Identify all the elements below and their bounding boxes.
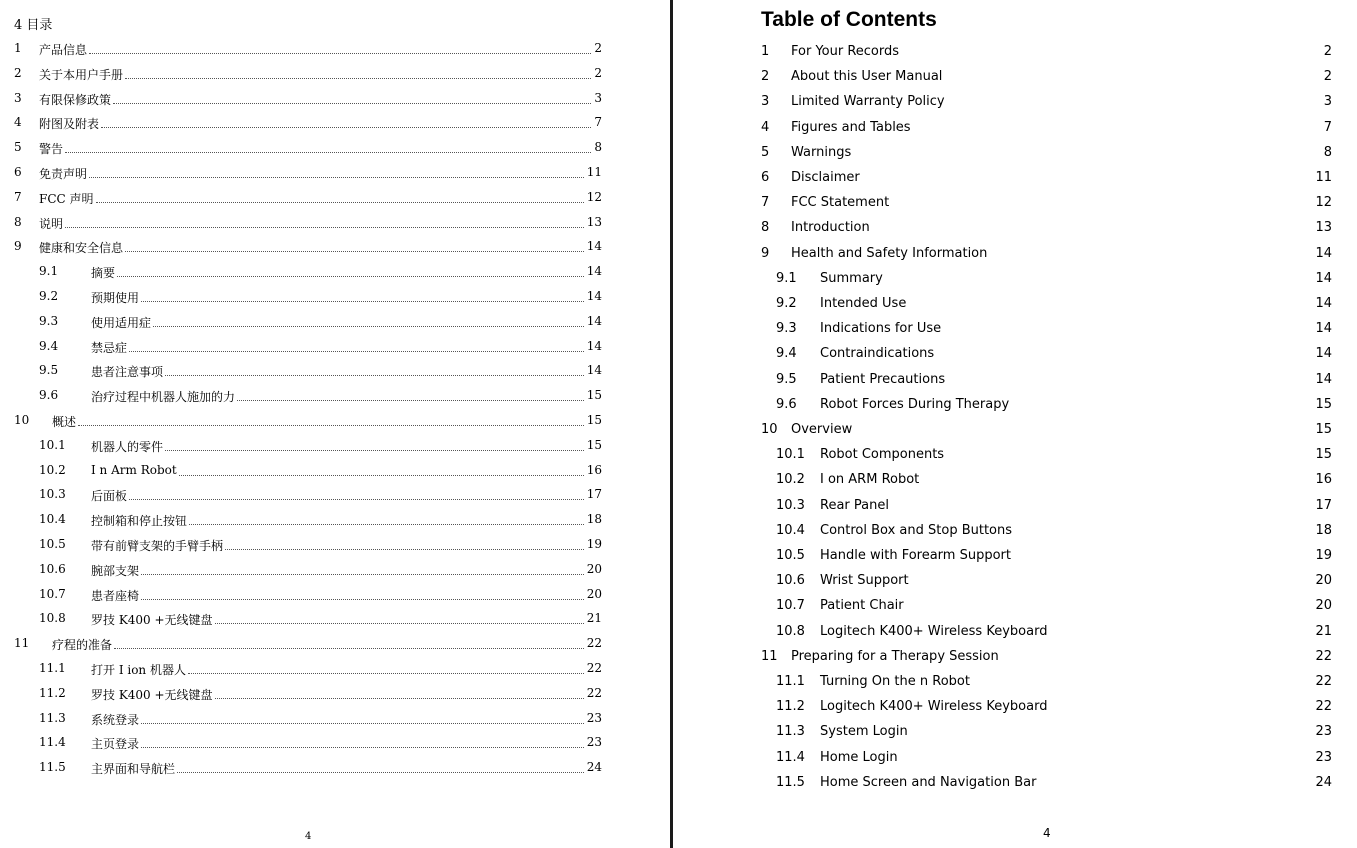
toc-entry-number: 9.3 xyxy=(776,321,797,337)
toc-entry-number: 9.5 xyxy=(776,371,797,387)
toc-entry-page: 7 xyxy=(1323,119,1332,135)
toc-entry[interactable] xyxy=(0,314,610,334)
toc-entry[interactable] xyxy=(674,195,1357,217)
toc-entry-page: 21 xyxy=(586,611,602,626)
toc-entry-number: 11.5 xyxy=(39,760,66,775)
toc-entry[interactable] xyxy=(0,711,610,731)
toc-entry-title: Logitech K400+ Wireless Keyboard xyxy=(820,623,1048,639)
toc-entry-title: Turning On the n Robot xyxy=(820,674,970,689)
toc-entry-number: 7 xyxy=(761,195,770,211)
toc-entry-title: About this User Manual xyxy=(791,69,943,85)
toc-heading: 4 目录 xyxy=(14,18,53,33)
toc-entry-title: Rear Panel xyxy=(820,497,889,513)
dot-leader xyxy=(117,264,584,277)
toc-entry-number: 10.8 xyxy=(39,611,66,626)
toc-entry-title: Contraindications xyxy=(820,346,935,362)
toc-entry[interactable] xyxy=(0,190,610,210)
toc-entry-page: 19 xyxy=(586,537,602,551)
toc-entry[interactable] xyxy=(674,246,1357,268)
toc-entry[interactable] xyxy=(674,598,1357,620)
toc-entry[interactable] xyxy=(674,447,1357,469)
dot-leader xyxy=(141,562,584,575)
toc-entry-title: Control Box and Stop Buttons xyxy=(820,522,1013,538)
toc-entry-page: 16 xyxy=(1315,472,1332,488)
toc-entry-title: I on ARM Robot xyxy=(820,472,920,488)
toc-entry-title: 患者座椅 xyxy=(91,588,140,603)
toc-entry[interactable] xyxy=(0,239,610,259)
dot-leader xyxy=(101,115,591,128)
toc-entry-title: 带有前臂支架的手臂手柄 xyxy=(91,539,224,553)
dot-leader xyxy=(96,190,584,203)
dot-leader xyxy=(165,363,584,376)
toc-entry[interactable] xyxy=(674,145,1357,167)
toc-entry-page: 12 xyxy=(586,189,602,204)
toc-entry-page: 21 xyxy=(1315,623,1332,639)
toc-entry[interactable] xyxy=(674,69,1357,91)
toc-entry-number: 10.6 xyxy=(776,573,805,589)
toc-entry[interactable] xyxy=(0,388,610,408)
toc-entry[interactable] xyxy=(674,523,1357,545)
toc-entry-number: 7 xyxy=(14,189,22,204)
toc-entry[interactable] xyxy=(0,587,610,607)
toc-entry-page: 22 xyxy=(1315,648,1332,664)
toc-entry-number: 11.2 xyxy=(776,699,805,715)
dot-leader xyxy=(89,165,584,178)
toc-entry-page: 14 xyxy=(586,363,602,378)
toc-entry-number: 9.5 xyxy=(39,363,59,378)
toc-entry-page: 2 xyxy=(1323,44,1332,59)
dot-leader xyxy=(237,388,584,401)
dot-leader xyxy=(129,339,584,352)
dot-leader xyxy=(65,215,584,228)
toc-entry-page: 18 xyxy=(586,512,602,527)
toc-entry-number: 11.3 xyxy=(776,724,805,740)
toc-entry-number: 1 xyxy=(761,44,770,59)
page-divider xyxy=(670,0,673,848)
toc-entry[interactable] xyxy=(674,498,1357,520)
toc-entry-page: 8 xyxy=(594,140,602,155)
toc-entry-title: Overview xyxy=(791,422,853,437)
toc-entry-number: 9.4 xyxy=(39,338,59,353)
toc-entry-number: 10 xyxy=(14,413,30,427)
toc-entry[interactable] xyxy=(0,686,610,706)
toc-entry-page: 17 xyxy=(1315,497,1332,513)
toc-entry[interactable] xyxy=(674,397,1357,419)
toc-entry-title: 关于本用户手册 xyxy=(39,67,124,82)
toc-entry-title: Limited Warranty Policy xyxy=(791,94,945,110)
toc-entry-number: 9.2 xyxy=(39,289,59,303)
toc-entry-title: Patient Precautions xyxy=(820,371,946,387)
toc-entry-number: 9 xyxy=(14,239,22,254)
toc-entry-page: 23 xyxy=(586,735,602,750)
toc-entry-page: 15 xyxy=(1315,422,1332,437)
toc-entry-page: 14 xyxy=(586,338,602,353)
toc-entry-page: 22 xyxy=(1315,674,1332,689)
toc-entry-number: 2 xyxy=(14,65,22,80)
toc-entry-number: 6 xyxy=(14,165,22,179)
toc-entry-page: 15 xyxy=(586,413,602,427)
dot-leader xyxy=(141,587,584,600)
toc-heading: Table of Contents xyxy=(761,8,937,31)
toc-entry-page: 22 xyxy=(586,685,602,700)
page-number: 4 xyxy=(1043,826,1051,840)
toc-entry[interactable] xyxy=(0,760,610,780)
toc-entry-page: 23 xyxy=(586,710,602,725)
toc-entry[interactable] xyxy=(0,140,610,160)
toc-entry-title: 产品信息 xyxy=(39,43,88,57)
dot-leader xyxy=(189,512,584,525)
toc-entry-number: 11 xyxy=(14,636,30,651)
toc-entry-page: 2 xyxy=(594,41,602,55)
toc-entry[interactable] xyxy=(674,94,1357,116)
dot-leader xyxy=(114,636,584,649)
toc-entry-title: 说明 xyxy=(39,216,64,231)
toc-entry[interactable] xyxy=(674,44,1357,66)
toc-entry[interactable] xyxy=(674,296,1357,318)
toc-entry-page: 14 xyxy=(586,289,602,303)
toc-entry-number: 9.4 xyxy=(776,346,797,362)
toc-entry-title: 治疗过程中机器人施加的力 xyxy=(91,390,236,405)
dot-leader xyxy=(89,41,591,54)
toc-entry-page: 23 xyxy=(1315,749,1332,765)
toc-entry-title: Figures and Tables xyxy=(791,119,911,135)
toc-entry-title: 主页登录 xyxy=(91,737,140,752)
toc-entry[interactable] xyxy=(674,649,1357,671)
toc-entry-number: 3 xyxy=(761,94,770,110)
toc-entry-page: 20 xyxy=(1315,573,1332,589)
page-number: 4 xyxy=(305,831,312,842)
toc-entry-page: 20 xyxy=(586,561,602,576)
toc-entry-page: 7 xyxy=(594,115,602,130)
toc-entry[interactable] xyxy=(674,775,1357,797)
toc-entry-number: 11.1 xyxy=(39,661,66,675)
toc-entry-title: Summary xyxy=(820,270,883,286)
toc-entry[interactable] xyxy=(0,438,610,458)
toc-entry-number: 9.1 xyxy=(39,264,59,279)
toc-entry-title: 禁忌症 xyxy=(91,340,128,355)
toc-entry-title: Warnings xyxy=(791,144,852,160)
toc-entry-page: 14 xyxy=(1315,371,1332,387)
toc-entry[interactable] xyxy=(0,611,610,631)
toc-entry-page: 20 xyxy=(1315,598,1332,614)
toc-entry-title: 疗程的准备 xyxy=(52,638,113,653)
toc-entry[interactable] xyxy=(0,363,610,383)
toc-entry-page: 12 xyxy=(1315,195,1332,211)
dot-leader xyxy=(188,661,584,674)
toc-entry[interactable] xyxy=(0,41,610,61)
toc-entry-number: 10.4 xyxy=(776,522,805,538)
toc-entry-number: 10.4 xyxy=(39,512,66,527)
toc-entry-page: 2 xyxy=(1323,69,1332,85)
toc-entry-number: 10.1 xyxy=(39,437,66,452)
toc-entry-page: 13 xyxy=(586,214,602,229)
toc-entry-number: 10.5 xyxy=(776,548,805,563)
toc-entry-title: 罗技 K400 +无线键盘 xyxy=(91,613,213,628)
toc-entry-page: 8 xyxy=(1323,144,1332,160)
toc-entry[interactable] xyxy=(0,264,610,284)
toc-entry[interactable] xyxy=(674,674,1357,696)
toc-entry[interactable] xyxy=(674,422,1357,444)
toc-entry-page: 2 xyxy=(594,65,602,80)
toc-entry-number: 4 xyxy=(761,119,770,135)
toc-entry[interactable] xyxy=(674,346,1357,368)
toc-entry[interactable] xyxy=(0,537,610,557)
toc-entry-title: 打开 I ion 机器人 xyxy=(91,663,186,677)
dot-leader xyxy=(125,66,591,79)
toc-entry-page: 24 xyxy=(1315,774,1332,790)
toc-entry-title: Robot Forces During Therapy xyxy=(820,396,1010,412)
toc-entry-page: 14 xyxy=(586,264,602,279)
toc-entry-title: Preparing for a Therapy Session xyxy=(791,648,999,664)
toc-entry[interactable] xyxy=(0,66,610,86)
toc-entry-page: 15 xyxy=(586,388,602,403)
toc-entry-page: 16 xyxy=(586,462,602,477)
toc-entry-number: 11.3 xyxy=(39,710,66,725)
toc-entry-page: 22 xyxy=(586,661,602,675)
toc-entry-title: Handle with Forearm Support xyxy=(820,548,1011,563)
toc-entry[interactable] xyxy=(0,91,610,111)
dot-leader xyxy=(141,711,584,724)
toc-entry-title: Disclaimer xyxy=(791,170,860,185)
toc-entry-page: 15 xyxy=(586,437,602,452)
toc-entry[interactable] xyxy=(674,699,1357,721)
toc-entry-page: 14 xyxy=(1315,346,1332,362)
toc-entry-title: 免责声明 xyxy=(39,167,88,181)
toc-entry[interactable] xyxy=(674,750,1357,772)
toc-entry-title: 有限保修政策 xyxy=(39,92,112,107)
chinese-toc-page xyxy=(0,0,670,848)
toc-entry-number: 8 xyxy=(761,220,770,236)
toc-entry[interactable] xyxy=(0,289,610,309)
dot-leader xyxy=(165,438,584,451)
toc-entry-number: 11.4 xyxy=(776,749,805,765)
toc-entry-page: 14 xyxy=(1315,296,1332,311)
toc-entry-title: 主界面和导航栏 xyxy=(91,762,176,777)
toc-entry-number: 1 xyxy=(14,41,22,55)
toc-entry-number: 10.2 xyxy=(776,472,805,488)
dot-leader xyxy=(141,735,584,748)
toc-entry-title: 概述 xyxy=(52,415,77,429)
toc-entry[interactable] xyxy=(674,170,1357,192)
toc-entry-title: 患者注意事项 xyxy=(91,365,164,380)
toc-entry-title: 后面板 xyxy=(91,489,128,504)
toc-entry-page: 18 xyxy=(1315,522,1332,538)
toc-entry-page: 24 xyxy=(586,760,602,775)
dot-leader xyxy=(125,239,584,252)
toc-entry-page: 3 xyxy=(594,90,602,105)
toc-entry-title: FCC Statement xyxy=(791,195,890,211)
toc-entry-number: 10.5 xyxy=(39,537,66,551)
toc-entry-page: 11 xyxy=(586,165,602,179)
toc-entry-number: 11.5 xyxy=(776,774,805,790)
toc-entry-title: I n Arm Robot xyxy=(91,462,177,477)
dot-leader xyxy=(65,140,591,153)
toc-entry-number: 10.3 xyxy=(39,487,66,502)
dot-leader xyxy=(179,463,584,476)
toc-entry[interactable] xyxy=(0,512,610,532)
toc-entry-number: 3 xyxy=(14,90,22,105)
toc-entry-page: 14 xyxy=(586,239,602,254)
toc-entry[interactable] xyxy=(674,624,1357,646)
toc-entry[interactable] xyxy=(674,372,1357,394)
toc-entry-title: 使用适用症 xyxy=(91,315,152,330)
toc-entry[interactable] xyxy=(0,165,610,185)
toc-entry-number: 10.2 xyxy=(39,462,66,477)
dot-leader xyxy=(141,289,584,302)
toc-entry-number: 8 xyxy=(14,214,22,229)
toc-entry[interactable] xyxy=(674,220,1357,242)
toc-entry-title: 健康和安全信息 xyxy=(39,241,124,256)
toc-entry-title: 系统登录 xyxy=(91,712,140,727)
dot-leader xyxy=(113,91,591,104)
toc-entry-number: 11.2 xyxy=(39,685,66,700)
toc-entry[interactable] xyxy=(0,339,610,359)
toc-entry-number: 9.2 xyxy=(776,296,797,311)
toc-entry-page: 3 xyxy=(1323,94,1332,110)
dot-leader xyxy=(153,314,584,327)
toc-entry-title: Health and Safety Information xyxy=(791,245,988,261)
toc-entry-title: 控制箱和停止按钮 xyxy=(91,514,188,529)
toc-entry-title: 腕部支架 xyxy=(91,563,140,578)
toc-entry-page: 22 xyxy=(586,636,602,651)
toc-entry-number: 11.4 xyxy=(39,735,66,750)
toc-entry-number: 10.7 xyxy=(39,586,66,601)
toc-entry-page: 15 xyxy=(1315,396,1332,412)
dot-leader xyxy=(215,611,584,624)
toc-entry[interactable] xyxy=(674,321,1357,343)
toc-entry-page: 11 xyxy=(1315,170,1332,185)
toc-entry-title: For Your Records xyxy=(791,44,900,59)
toc-entry-title: Patient Chair xyxy=(820,598,904,614)
toc-entry-title: Intended Use xyxy=(820,296,907,311)
toc-entry[interactable] xyxy=(0,661,610,681)
toc-entry-number: 10 xyxy=(761,422,778,437)
toc-entry-title: Home Screen and Navigation Bar xyxy=(820,774,1037,790)
toc-entry-number: 6 xyxy=(761,170,770,185)
toc-entry[interactable] xyxy=(0,115,610,135)
dot-leader xyxy=(78,413,584,426)
toc-entry-number: 9.6 xyxy=(39,388,59,403)
toc-entry-page: 14 xyxy=(1315,245,1332,261)
toc-entry-title: 罗技 K400 +无线键盘 xyxy=(91,687,213,702)
toc-entry-number: 10.3 xyxy=(776,497,805,513)
toc-entry-title: 机器人的零件 xyxy=(91,439,164,454)
toc-entry[interactable] xyxy=(0,562,610,582)
toc-entry-title: FCC 声明 xyxy=(39,191,94,206)
toc-entry-number: 11 xyxy=(761,648,778,664)
toc-entry-title: Home Login xyxy=(820,749,898,765)
toc-entry-number: 10.1 xyxy=(776,447,805,463)
toc-entry-page: 22 xyxy=(1315,699,1332,715)
toc-entry-number: 4 xyxy=(14,115,22,130)
toc-entry-title: Wrist Support xyxy=(820,573,909,589)
toc-entry-title: Introduction xyxy=(791,220,870,236)
toc-entry[interactable] xyxy=(674,120,1357,142)
toc-entry-number: 5 xyxy=(761,144,770,160)
toc-entry-title: System Login xyxy=(820,724,908,740)
toc-entry-page: 14 xyxy=(1315,270,1332,286)
toc-entry[interactable] xyxy=(0,463,610,483)
dot-leader xyxy=(177,760,584,773)
toc-entry-number: 10.7 xyxy=(776,598,805,614)
toc-entry-title: Indications for Use xyxy=(820,321,942,337)
toc-entry-page: 23 xyxy=(1315,724,1332,740)
toc-entry-page: 20 xyxy=(586,586,602,601)
dot-leader xyxy=(225,537,584,550)
toc-entry[interactable] xyxy=(674,472,1357,494)
toc-entry-page: 14 xyxy=(1315,321,1332,337)
toc-entry-page: 15 xyxy=(1315,447,1332,463)
toc-entry-page: 14 xyxy=(586,313,602,328)
english-toc-page xyxy=(674,0,1357,848)
toc-entry[interactable] xyxy=(674,573,1357,595)
toc-entry-number: 9.1 xyxy=(776,270,797,286)
toc-entry-number: 9.6 xyxy=(776,396,797,412)
toc-entry[interactable] xyxy=(0,413,610,433)
toc-entry-number: 10.8 xyxy=(776,623,805,639)
dot-leader xyxy=(215,686,584,699)
toc-entry-title: 摘要 xyxy=(91,266,116,281)
toc-entry-title: 附图及附表 xyxy=(39,117,100,132)
toc-entry-number: 9 xyxy=(761,245,770,261)
toc-entry[interactable] xyxy=(0,487,610,507)
toc-entry-title: Logitech K400+ Wireless Keyboard xyxy=(820,699,1048,715)
toc-entry-page: 13 xyxy=(1315,220,1332,236)
toc-entry-number: 11.1 xyxy=(776,674,805,689)
toc-entry[interactable] xyxy=(674,548,1357,570)
toc-entry-number: 10.6 xyxy=(39,561,66,576)
toc-entry[interactable] xyxy=(674,271,1357,293)
toc-entry[interactable] xyxy=(0,636,610,656)
toc-entry-number: 9.3 xyxy=(39,313,59,328)
toc-entry-number: 5 xyxy=(14,140,22,155)
toc-entry-title: 警告 xyxy=(39,142,64,157)
toc-entry[interactable] xyxy=(0,735,610,755)
toc-entry-page: 17 xyxy=(586,487,602,502)
toc-entry[interactable] xyxy=(0,215,610,235)
toc-entry-number: 2 xyxy=(761,69,770,85)
dot-leader xyxy=(129,487,584,500)
toc-entry-title: Robot Components xyxy=(820,447,945,463)
toc-entry-title: 预期使用 xyxy=(91,291,140,305)
toc-entry-page: 19 xyxy=(1315,548,1332,563)
toc-entry[interactable] xyxy=(674,724,1357,746)
